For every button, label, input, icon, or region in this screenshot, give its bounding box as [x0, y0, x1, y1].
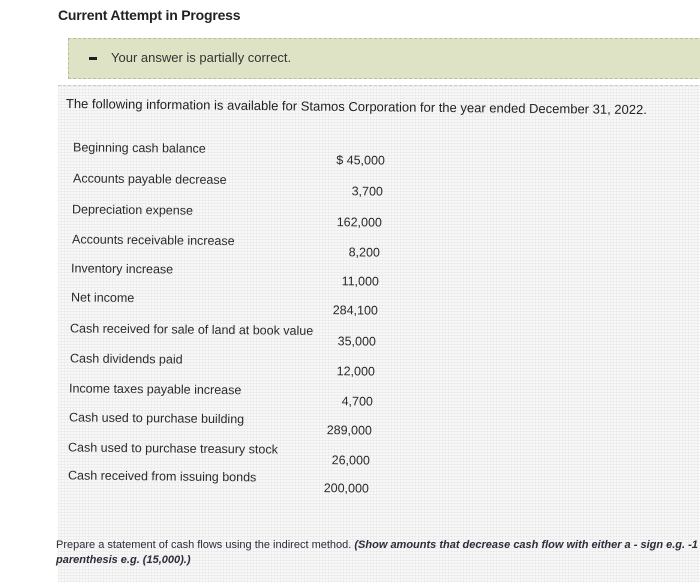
- item-label: Cash used to purchase building: [68, 410, 245, 427]
- instructions-text: Prepare a statement of cash flows using the indirect method.: [56, 539, 352, 551]
- list-item: [69, 321, 376, 349]
- list-item: [68, 381, 373, 409]
- item-value: $ 45,000: [336, 153, 385, 168]
- item-label: Beginning cash balance: [72, 140, 206, 156]
- instructions-line-1: [56, 538, 700, 553]
- problem-intro: The following information is available for Stamos Corporation for the year ended December 31, 2022.: [65, 96, 647, 118]
- item-label: Depreciation expense: [71, 202, 194, 218]
- item-value: 4,700: [341, 394, 373, 409]
- item-value: 11,000: [341, 274, 379, 289]
- item-value: 26,000: [331, 453, 370, 468]
- list-item: [72, 140, 385, 168]
- list-item: [69, 351, 375, 379]
- item-value: 35,000: [337, 334, 376, 349]
- item-value: 289,000: [326, 423, 372, 438]
- instructions-note: (Show amounts that decrease cash flow with either a - sign e.g. -1: [354, 539, 698, 551]
- item-label: Cash dividends paid: [69, 351, 183, 367]
- item-value: 200,000: [323, 481, 369, 496]
- item-label: Cash used to purchase treasury stock: [67, 440, 278, 457]
- item-label: Accounts payable decrease: [72, 171, 227, 187]
- answer-status-message: Your answer is partially correct.: [111, 50, 292, 65]
- page-title: Current Attempt in Progress: [58, 7, 241, 23]
- item-label: Cash received from issuing bonds: [67, 468, 257, 485]
- list-item: [68, 410, 372, 438]
- list-item: [72, 171, 383, 199]
- item-label: Income taxes payable increase: [68, 381, 242, 398]
- list-item: [71, 232, 380, 260]
- item-value: 8,200: [348, 245, 380, 260]
- item-value: 12,000: [336, 364, 375, 379]
- item-label: Inventory increase: [70, 261, 174, 277]
- list-item: [71, 202, 382, 230]
- item-value: 284,100: [332, 303, 378, 318]
- instructions-note-continued: parenthesis e.g. (15,000).): [56, 554, 191, 566]
- item-value: 3,700: [351, 184, 383, 199]
- list-item: [70, 290, 378, 318]
- item-value: 162,000: [336, 215, 382, 230]
- list-item: [70, 261, 379, 289]
- item-label: Accounts receivable increase: [71, 232, 235, 249]
- instructions: [56, 538, 700, 568]
- list-item: [67, 440, 370, 468]
- list-item: [67, 468, 369, 496]
- item-label: Net income: [70, 290, 135, 306]
- item-label: Cash received for sale of land at book value: [69, 321, 314, 338]
